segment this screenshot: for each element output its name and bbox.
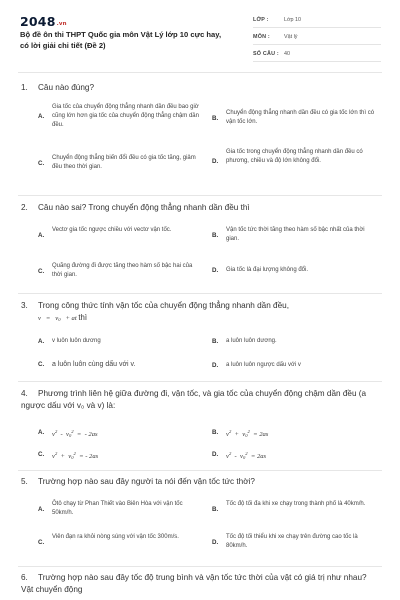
option-text: a luôn luôn cùng dấu với v. bbox=[52, 361, 136, 368]
option-4a[interactable] bbox=[38, 428, 208, 440]
option-letter: C. bbox=[38, 451, 45, 458]
option-letter: B. bbox=[212, 429, 219, 436]
meta-class-label: LỚP : bbox=[253, 17, 269, 23]
option-letter: C. bbox=[38, 361, 45, 368]
option-text: Vận tốc tức thời tăng theo hàm số bậc nhất của thời gian. bbox=[226, 227, 365, 242]
divider bbox=[18, 293, 382, 294]
option-letter: C. bbox=[38, 160, 45, 167]
option-text: Chuyển động thẳng biến đổi đều có gia tốc tăng, giảm đều theo thời gian. bbox=[52, 155, 196, 170]
question-4 bbox=[21, 388, 381, 411]
option-5c[interactable] bbox=[38, 533, 208, 557]
meta-count-label: SỐ CÂU : bbox=[253, 51, 279, 57]
option-3a[interactable] bbox=[38, 337, 208, 349]
question-text: Câu nào sai? Trong chuyển động thẳng nhanh dần đều thì bbox=[38, 203, 250, 212]
logo-text: 2048 bbox=[20, 14, 56, 29]
option-letter: A. bbox=[38, 429, 45, 436]
option-5b[interactable] bbox=[212, 500, 382, 524]
question-5 bbox=[21, 476, 381, 488]
option-4c[interactable] bbox=[38, 450, 208, 462]
option-3c[interactable] bbox=[38, 360, 208, 372]
question-2 bbox=[21, 202, 381, 214]
option-formula: $v^2 - v_0^2 = 2as$ bbox=[226, 451, 267, 460]
divider bbox=[18, 381, 382, 382]
divider bbox=[18, 566, 382, 567]
option-formula: $v^2 + v_0^2 = 2as$ bbox=[226, 429, 269, 438]
option-letter: D. bbox=[212, 158, 219, 165]
option-letter: B. bbox=[212, 232, 219, 239]
option-2a[interactable] bbox=[38, 226, 208, 250]
meta-subject-value: Vật lý bbox=[284, 34, 298, 40]
meta-class-value: Lớp 10 bbox=[284, 17, 302, 23]
document-title: Bộ đề ôn thi THPT Quốc gia môn Vật Lý lớp 10 cực hay, có lời giải chi tiết (Đề 2) bbox=[20, 30, 222, 50]
option-formula: $v^2 + v_0^2$ = - 2as bbox=[52, 451, 99, 460]
question-3 bbox=[21, 300, 381, 312]
option-letter: A. bbox=[38, 338, 45, 345]
velocity-formula: $v = v_0$ + at thì bbox=[38, 313, 87, 322]
option-text: Chuyển động thẳng nhanh dần đều có gia tốc lớn thì có vận tốc lớn. bbox=[226, 110, 375, 125]
option-text: a luôn luôn ngược dấu với v bbox=[226, 362, 301, 368]
option-letter: C. bbox=[38, 268, 45, 275]
option-text: Gia tốc là đại lượng không đổi. bbox=[226, 267, 308, 273]
meta-count-value: 40 bbox=[284, 51, 290, 57]
option-4b[interactable] bbox=[212, 428, 382, 440]
question-number: 3. bbox=[21, 301, 28, 310]
question-text: Trong công thức tính vận tốc của chuyển động thẳng nhanh dần đều, bbox=[38, 301, 289, 310]
option-text: Gia tốc trong chuyển động thẳng nhanh dần đều có phương, chiều và độ lớn không đổi. bbox=[226, 149, 363, 164]
option-text: v luôn luôn dương bbox=[52, 338, 101, 344]
option-letter: D. bbox=[212, 362, 219, 369]
page-header bbox=[0, 0, 400, 66]
option-text: Vectơ gia tốc ngược chiều với vectơ vận tốc. bbox=[52, 227, 172, 233]
divider bbox=[18, 195, 382, 196]
question-text: Câu nào đúng? bbox=[38, 83, 94, 92]
option-1a[interactable] bbox=[38, 103, 208, 139]
question-text: Trường hợp nào sau đây người ta nói đến vận tốc tức thời? bbox=[38, 477, 255, 486]
question-1 bbox=[21, 82, 381, 94]
question-number: 6. bbox=[21, 573, 28, 582]
question-number: 5. bbox=[21, 477, 28, 486]
question-text: Trường hợp nào sau đây tốc độ trung bình và vận tốc tức thời của vật có giá trị như nhau? Vật chuyển động bbox=[21, 573, 367, 594]
option-text: Quãng đường đi được tăng theo hàm số bậc hai của thời gian. bbox=[52, 263, 193, 278]
option-text: Gia tốc của chuyển động thẳng nhanh dần đều bao giờ cũng lớn hơn gia tốc của chuyển động thẳng chậm dần đều. bbox=[52, 104, 199, 128]
option-1d[interactable] bbox=[212, 148, 382, 184]
option-text: Viên đạn ra khỏi nòng súng với vận tốc 300m/s. bbox=[52, 534, 179, 540]
option-letter: B. bbox=[212, 115, 219, 122]
option-3b[interactable] bbox=[212, 337, 382, 349]
divider bbox=[18, 470, 382, 471]
question-number: 4. bbox=[21, 389, 28, 398]
option-2d[interactable] bbox=[212, 266, 382, 280]
option-5d[interactable] bbox=[212, 533, 382, 557]
option-text: Ôtô chạy từ Phan Thiết vào Biên Hòa với vận tốc 50km/h. bbox=[52, 501, 183, 516]
option-1b[interactable] bbox=[212, 109, 382, 133]
question-text: Phương trình liên hệ giữa đường đi, vận tốc, và gia tốc của chuyển động chậm dần đều (a ngược dấu với v₀ và v) là: bbox=[21, 389, 367, 410]
formula-suffix: thì bbox=[78, 313, 87, 322]
option-letter: A. bbox=[38, 113, 45, 120]
divider bbox=[18, 72, 382, 73]
option-4d[interactable] bbox=[212, 450, 382, 462]
option-letter: A. bbox=[38, 506, 45, 513]
meta-class-row bbox=[253, 15, 381, 28]
option-2b[interactable] bbox=[212, 226, 382, 250]
question-number: 1. bbox=[21, 83, 28, 92]
site-logo[interactable] bbox=[20, 14, 67, 29]
option-1c[interactable] bbox=[38, 154, 208, 178]
meta-subject-row bbox=[253, 32, 381, 45]
meta-subject-label: MÔN : bbox=[253, 34, 270, 40]
option-3d[interactable] bbox=[212, 361, 382, 373]
option-letter: B. bbox=[212, 506, 219, 513]
option-text: Tốc độ tối thiểu khi xe chạy trên đường cao tốc là 80km/h. bbox=[226, 534, 358, 549]
question-6 bbox=[21, 572, 381, 595]
logo-suffix: .vn bbox=[56, 21, 67, 27]
option-letter: C. bbox=[38, 539, 45, 546]
option-text: a luôn luôn dương. bbox=[226, 338, 277, 344]
question-number: 2. bbox=[21, 203, 28, 212]
option-letter: A. bbox=[38, 232, 45, 239]
option-5a[interactable] bbox=[38, 500, 208, 524]
option-2c[interactable] bbox=[38, 262, 208, 286]
option-formula: $v^2 - v_0^2$ = - 2as bbox=[52, 429, 98, 438]
option-text: Tốc độ tối đa khi xe chạy trong thành phố là 40km/h. bbox=[226, 501, 366, 507]
option-letter: D. bbox=[212, 539, 219, 546]
option-letter: D. bbox=[212, 267, 219, 274]
option-letter: B. bbox=[212, 338, 219, 345]
document-meta bbox=[253, 15, 381, 66]
meta-count-row bbox=[253, 49, 381, 62]
option-letter: D. bbox=[212, 451, 219, 458]
